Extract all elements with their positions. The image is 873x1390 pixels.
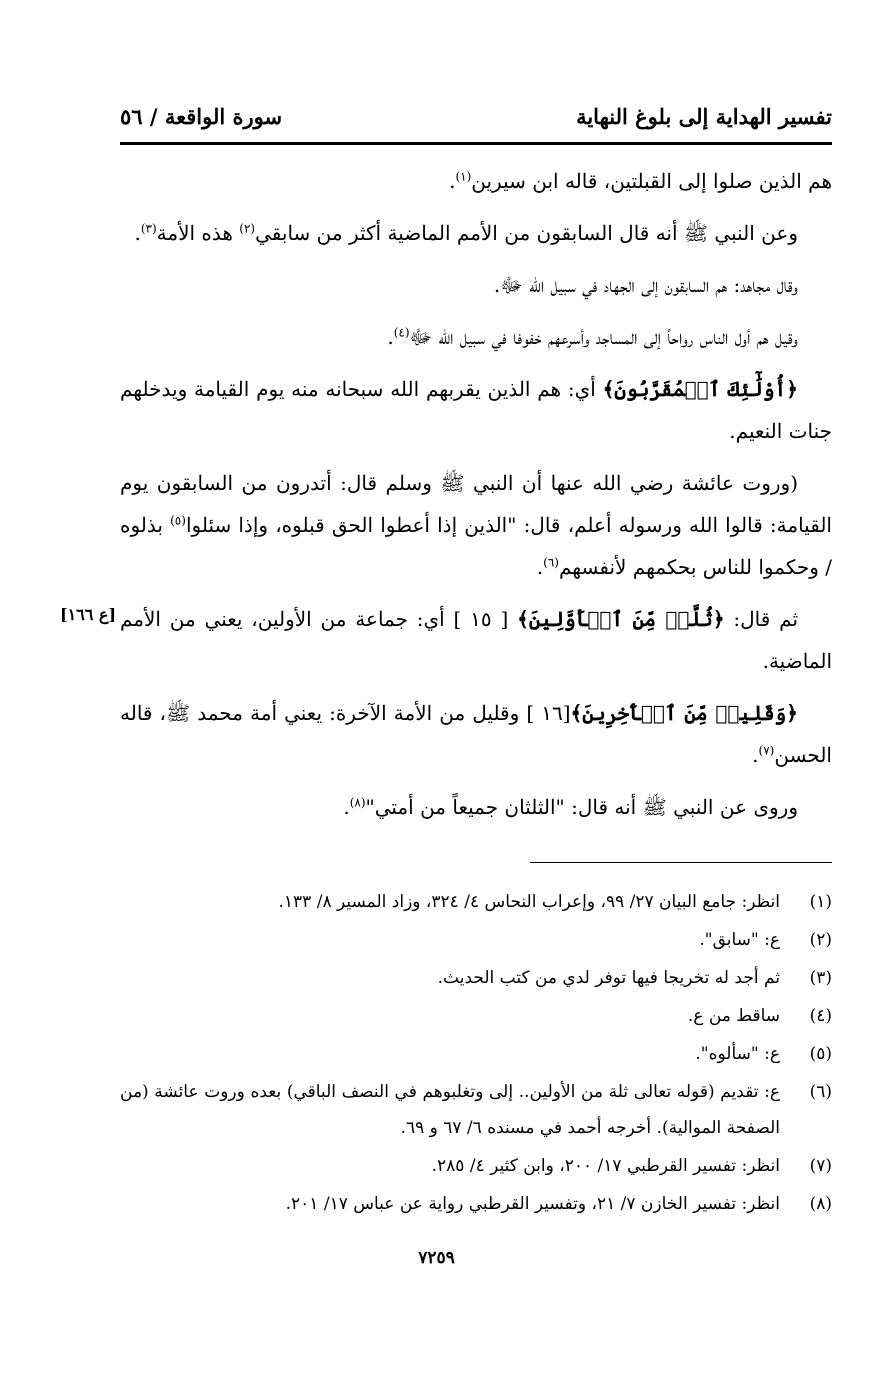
footnote-number: (٤) xyxy=(809,1006,832,1026)
footnote-number: (١) xyxy=(809,892,832,912)
footnote-ref-1: (١) xyxy=(455,169,472,184)
footnote-ref-2: (٢) xyxy=(239,221,256,236)
footnote-item xyxy=(120,1036,832,1072)
footnote-item xyxy=(120,1186,832,1222)
footnote-item xyxy=(120,998,832,1034)
footnote-number: (٢) xyxy=(809,930,832,950)
footnote-number: (٥) xyxy=(809,1044,832,1064)
footnote-text: انظر: تفسير القرطبي ١٧/ ٢٠٠، وابن كثير ٤/ ٢٨٥. xyxy=(431,1156,780,1176)
footnotes xyxy=(120,884,832,1224)
footnote-ref-6: (٦) xyxy=(543,555,559,570)
footnote-item xyxy=(120,884,832,920)
footnote-text: ع: "سألوه". xyxy=(695,1044,780,1064)
footnote-text: ع: تقديم (قوله تعالى ثلة من الأولين.. إلى وتغلبوهم في النصف الباقي) بعده وروت عائشة (من الصفحة الموالية). أخرجه أحمد في مسنده ٦/ ٦٧ و ٦٩. xyxy=(120,1082,780,1138)
footnote-number: (٣) xyxy=(809,968,832,988)
footnote-number: (٧) xyxy=(809,1156,832,1176)
paragraph-3: وقال مجاهد: هم السابقون إلى الجهاد في سبيل الله ﷻ. xyxy=(493,273,798,297)
main-text xyxy=(120,160,832,838)
footnote-divider xyxy=(530,862,832,863)
book-title: تفسير الهداية إلى بلوغ النهاية xyxy=(576,104,832,129)
manuscript-folio-note: [ع ١٦٦] xyxy=(60,605,117,624)
paragraph-6: (وروت عائشة رضي الله عنها أن النبي ﷺ وسلم قال: أتدرون من السابقون يوم القيامة: قالوا الله ورسوله أعلم، قال: "الذين إذا أعطوا الحق قبلوه، وإذا سئلوا$^{(٥)}$ بذلوه / وحكموا للناس بحكمهم لأنفسهم$^{(٦)}$. xyxy=(120,471,832,579)
footnote-ref-3: (٣) xyxy=(140,221,157,236)
paragraph-2: وعن النبي ﷺ أنه قال السابقون من الأمم الماضية أكثر من سابقي$^{(٢)}$ هذه الأمة$^{(٣)}$. xyxy=(134,221,798,245)
paragraph-1: هم الذين صلوا إلى القبلتين، قاله ابن سيرين$^{(١)}$. xyxy=(449,169,832,193)
page-number: ٧٢٥٩ xyxy=(418,1248,455,1268)
header-divider xyxy=(120,142,832,145)
footnote-ref-7: (٧) xyxy=(758,743,775,758)
footnote-text: انظر: تفسير الخازن ٧/ ٢١، وتفسير القرطبي رواية عن عباس ١٧/ ٢٠١. xyxy=(285,1194,780,1214)
footnote-item xyxy=(120,960,832,996)
footnote-item xyxy=(120,922,832,958)
paragraph-9: وروى عن النبي ﷺ أنه قال: "الثلثان جميعاً من أمتي"$^{(٨)}$. xyxy=(343,795,798,819)
footnote-number: (٨) xyxy=(809,1194,832,1214)
footnote-ref-4: (٤) xyxy=(393,325,410,340)
quran-verse: ﴿ثُلَّةٞ مِّنَ ٱلۡأَوَّلِينَ﴾ xyxy=(517,607,725,631)
paragraph-8: ﴿وَقَلِيلٞ مِّنَ ٱلۡأٓخِرِينَ﴾[١٦ ] وقليل من الأمة الآخرة: يعني أمة محمد ﷺ، قاله الحسن$^{(٧)}$. xyxy=(120,701,832,767)
footnote-number: (٦) xyxy=(809,1082,832,1102)
quran-verse: ﴿وَقَلِيلٞ مِّنَ ٱلۡأٓخِرِينَ﴾ xyxy=(570,701,798,725)
footnote-ref-5: (٥) xyxy=(170,513,186,528)
paragraph-5: ﴿أُوْلَٰٓئِكَ ٱلۡمُقَرَّبُونَ﴾ أي: هم الذين يقربهم الله سبحانه منه يوم القيامة ويدخلهم جنات النعيم. xyxy=(120,377,832,443)
footnote-item xyxy=(120,1148,832,1184)
footnote-text: انظر: جامع البيان ٢٧/ ٩٩، وإعراب النحاس ٤/ ٣٢٤، وزاد المسير ٨/ ١٣٣. xyxy=(278,892,780,912)
footnote-ref-8: (٨) xyxy=(349,795,366,810)
surah-page-label: سورة الواقعة / ٥٦ xyxy=(120,104,283,129)
footnote-text: ثم أجد له تخريجا فيها توفر لدي من كتب الحديث. xyxy=(437,968,780,988)
footnote-item xyxy=(120,1074,832,1146)
footnote-text: ع: "سابق". xyxy=(699,930,780,950)
footnote-text: ساقط من ع. xyxy=(687,1006,780,1026)
paragraph-7: ثم قال: ﴿ثُلَّةٞ مِّنَ ٱلۡأَوَّلِينَ﴾ [ ١٥ ] أي: جماعة من الأولين، يعني من الأمم الماضية. xyxy=(120,607,832,673)
paragraph-4: وقيل هم أول الناس رواحاً إلى المساجد وأسرعهم خفوفا في سبيل الله ﷻ$^{(٤)}$. xyxy=(387,325,798,349)
quran-verse: ﴿أُوْلَٰٓئِكَ ٱلۡمُقَرَّبُونَ﴾ xyxy=(602,377,798,401)
running-header xyxy=(120,104,832,136)
